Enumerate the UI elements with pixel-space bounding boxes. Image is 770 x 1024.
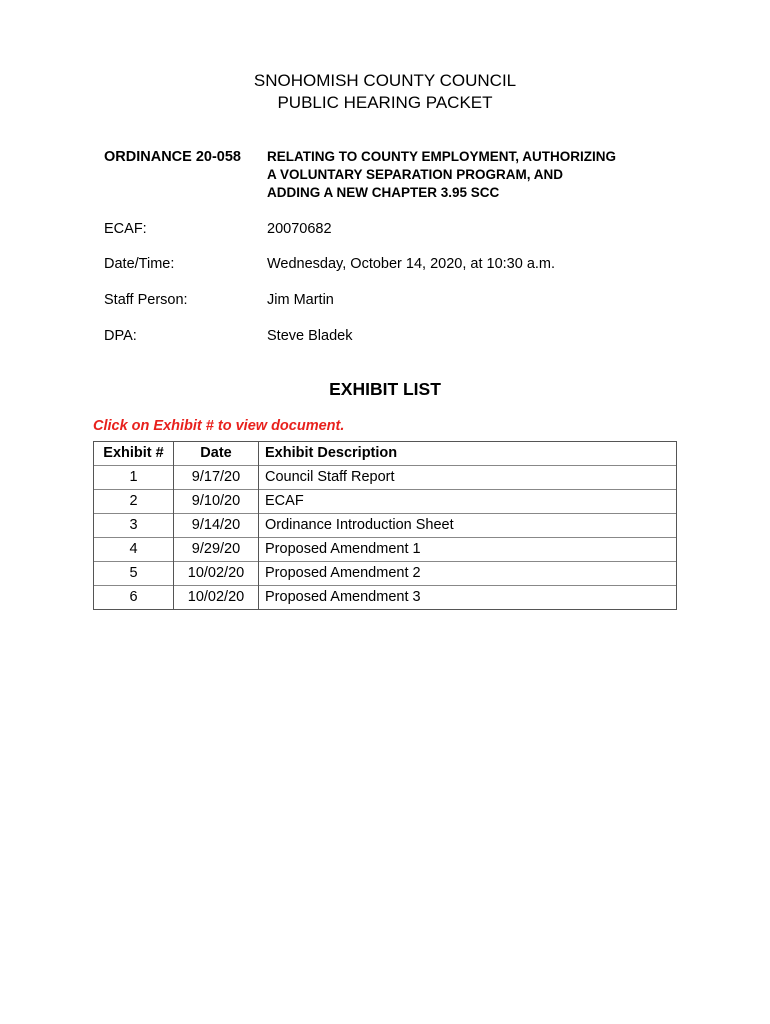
exhibit-number-link[interactable]: 1 [94,466,174,490]
column-header-description: Exhibit Description [259,442,677,466]
ordinance-title [267,148,687,202]
exhibit-number-link[interactable]: 5 [94,562,174,586]
dpa-value: Steve Bladek [267,328,353,344]
header-packet-title: PUBLIC HEARING PACKET [277,93,493,112]
exhibit-number-link[interactable]: 4 [94,538,174,562]
column-header-exhibit-number: Exhibit # [94,442,174,466]
dpa-label: DPA: [104,328,137,344]
exhibit-table [93,441,677,610]
ordinance-title-line: ADDING A NEW CHAPTER 3.95 SCC [267,185,500,200]
exhibit-description: ECAF [259,490,677,514]
exhibit-number-link[interactable]: 6 [94,586,174,610]
table-row [94,490,677,514]
ordinance-title-line: RELATING TO COUNTY EMPLOYMENT, AUTHORIZING [267,149,617,164]
header-council-name: SNOHOMISH COUNTY COUNCIL [253,71,517,90]
datetime-value: Wednesday, October 14, 2020, at 10:30 a.m. [267,256,556,272]
ecaf-label: ECAF: [104,221,147,237]
column-header-date: Date [174,442,259,466]
exhibit-instruction: Click on Exhibit # to view document. [93,418,345,434]
ordinance-title-line: A VOLUNTARY SEPARATION PROGRAM, AND [267,167,564,182]
exhibit-number-link[interactable]: 3 [94,514,174,538]
table-row [94,514,677,538]
exhibit-date: 10/02/20 [174,562,259,586]
staff-person-label: Staff Person: [104,292,188,308]
datetime-label: Date/Time: [104,256,175,272]
exhibit-description: Proposed Amendment 2 [259,562,677,586]
exhibit-description: Ordinance Introduction Sheet [259,514,677,538]
exhibit-date: 9/14/20 [174,514,259,538]
exhibit-list-heading: EXHIBIT LIST [329,379,441,399]
exhibit-description: Proposed Amendment 1 [259,538,677,562]
exhibit-date: 10/02/20 [174,586,259,610]
exhibit-number-link[interactable]: 2 [94,490,174,514]
table-row [94,562,677,586]
exhibit-date: 9/17/20 [174,466,259,490]
exhibit-description: Proposed Amendment 3 [259,586,677,610]
ecaf-value: 20070682 [267,221,332,237]
ordinance-label: ORDINANCE 20-058 [104,149,241,165]
exhibit-date: 9/10/20 [174,490,259,514]
table-row [94,466,677,490]
exhibit-date: 9/29/20 [174,538,259,562]
staff-person-value: Jim Martin [267,292,334,308]
table-row [94,586,677,610]
exhibit-description: Council Staff Report [259,466,677,490]
exhibit-table-header-row [94,442,677,466]
table-row [94,538,677,562]
